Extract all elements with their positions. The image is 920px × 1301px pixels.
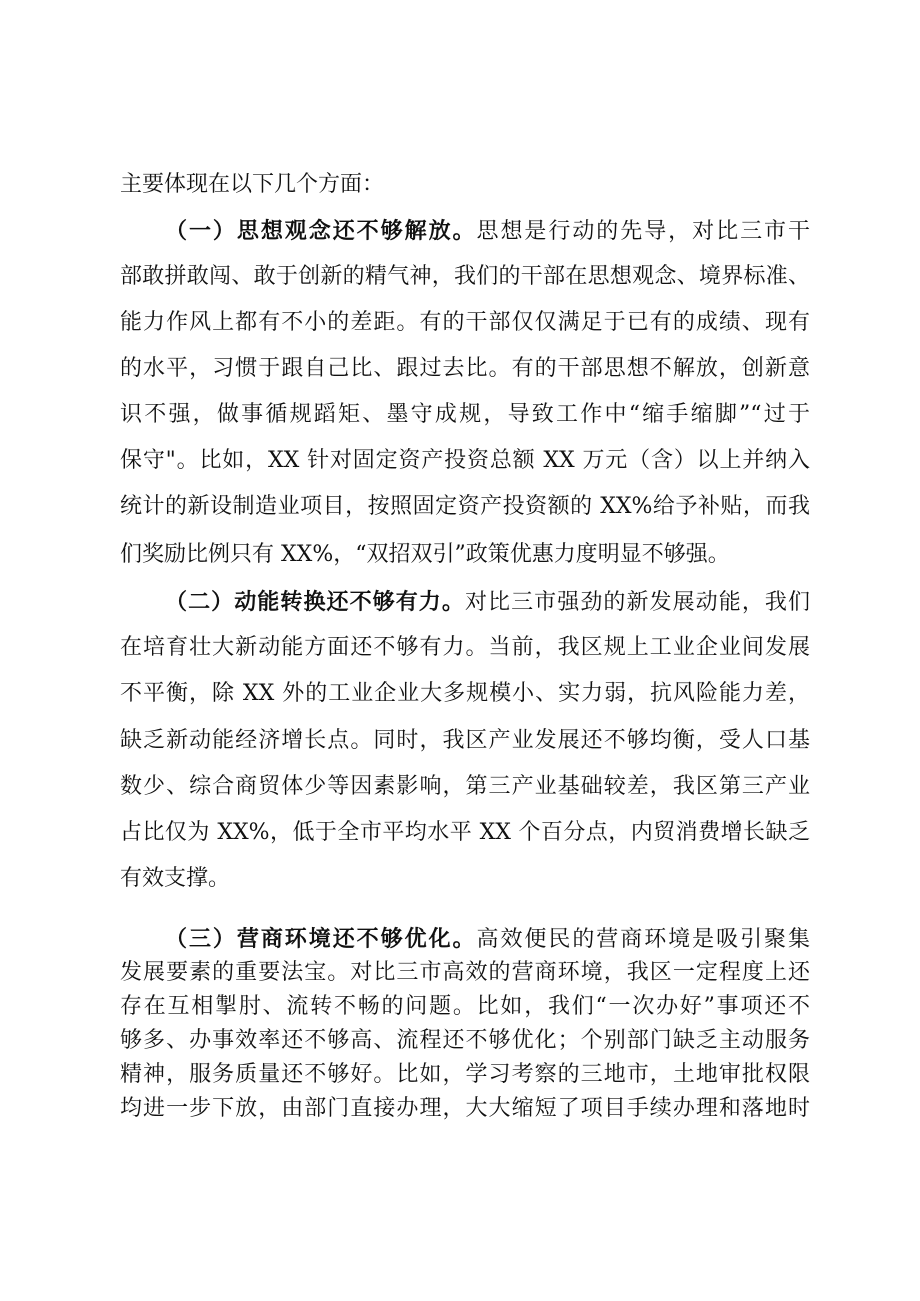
section3-line-1: 发展要素的重要法宝。对比三市高效的营商环境，我区一定程度上还 [120,960,810,985]
section2-heading: （二）动能转换还不够有力。 [165,589,465,615]
section3-line-3: 够多、办事效率还不够高、流程还不够优化；个别部门缺乏主动服务 [120,1028,810,1053]
section2-line-0: 对比三市强劲的新发展动能，我们 [464,590,810,615]
section3-line-0: 高效便民的营商环境是吸引聚集 [476,927,810,952]
section3-heading: （三）营商环境还不够优化。 [165,926,477,952]
intro-line: 主要体现在以下几个方面： [120,172,385,197]
section1-heading: （一）思想观念还不够解放。 [165,218,477,244]
section3-line-2: 存在互相掣肘、流转不畅的问题。比如，我们“一次办好”事项还不 [120,994,810,1019]
section2-first-line [165,587,810,618]
section1-line-7: 们奖励比例只有 XX%，“双招双引”政策优惠力度明显不够强。 [120,542,730,567]
section3-line-5: 均进一步下放，由部门直接办理，大大缩短了项目手续办理和落地时 [120,1096,810,1121]
section2-line-2: 不平衡，除 XX 外的工业企业大多规模小、实力弱，抗风险能力差， [120,681,810,706]
section2-line-6: 有效支撑。 [120,866,231,891]
section1-first-line [165,216,810,247]
section2-line-5: 占比仅为 XX%，低于全市平均水平 XX 个百分点，内贸消费增长缺乏 [120,820,810,845]
section2-line-1: 在培育壮大新动能方面还不够有力。当前，我区规上工业企业间发展 [120,635,810,660]
section1-line-4: 识不强，做事循规蹈矩、墨守成规，导致工作中“缩手缩脚”“过于 [120,402,810,427]
section1-line-0: 思想是行动的先导，对比三市干 [476,219,810,244]
section1-line-1: 部敢拼敢闯、敢于创新的精气神，我们的干部在思想观念、境界标准、 [120,264,810,289]
section1-line-6: 统计的新设制造业项目，按照固定资产投资额的 XX%给予补贴，而我 [120,494,810,519]
section3-first-line [165,924,810,955]
section1-line-2: 能力作风上都有不小的差距。有的干部仅仅满足于已有的成绩、现有 [120,310,810,335]
section2-line-3: 缺乏新动能经济增长点。同时，我区产业发展还不够均衡，受人口基 [120,728,810,753]
section1-line-5: 保守"。比如，XX 针对固定资产投资总额 XX 万元（含）以上并纳入 [120,448,810,473]
section3-line-4: 精神，服务质量还不够好。比如，学习考察的三地市，土地审批权限 [120,1062,810,1087]
section1-line-3: 的水平，习惯于跟自己比、跟过去比。有的干部思想不解放，创新意 [120,356,810,381]
section2-line-4: 数少、综合商贸体少等因素影响，第三产业基础较差，我区第三产业 [120,774,810,799]
